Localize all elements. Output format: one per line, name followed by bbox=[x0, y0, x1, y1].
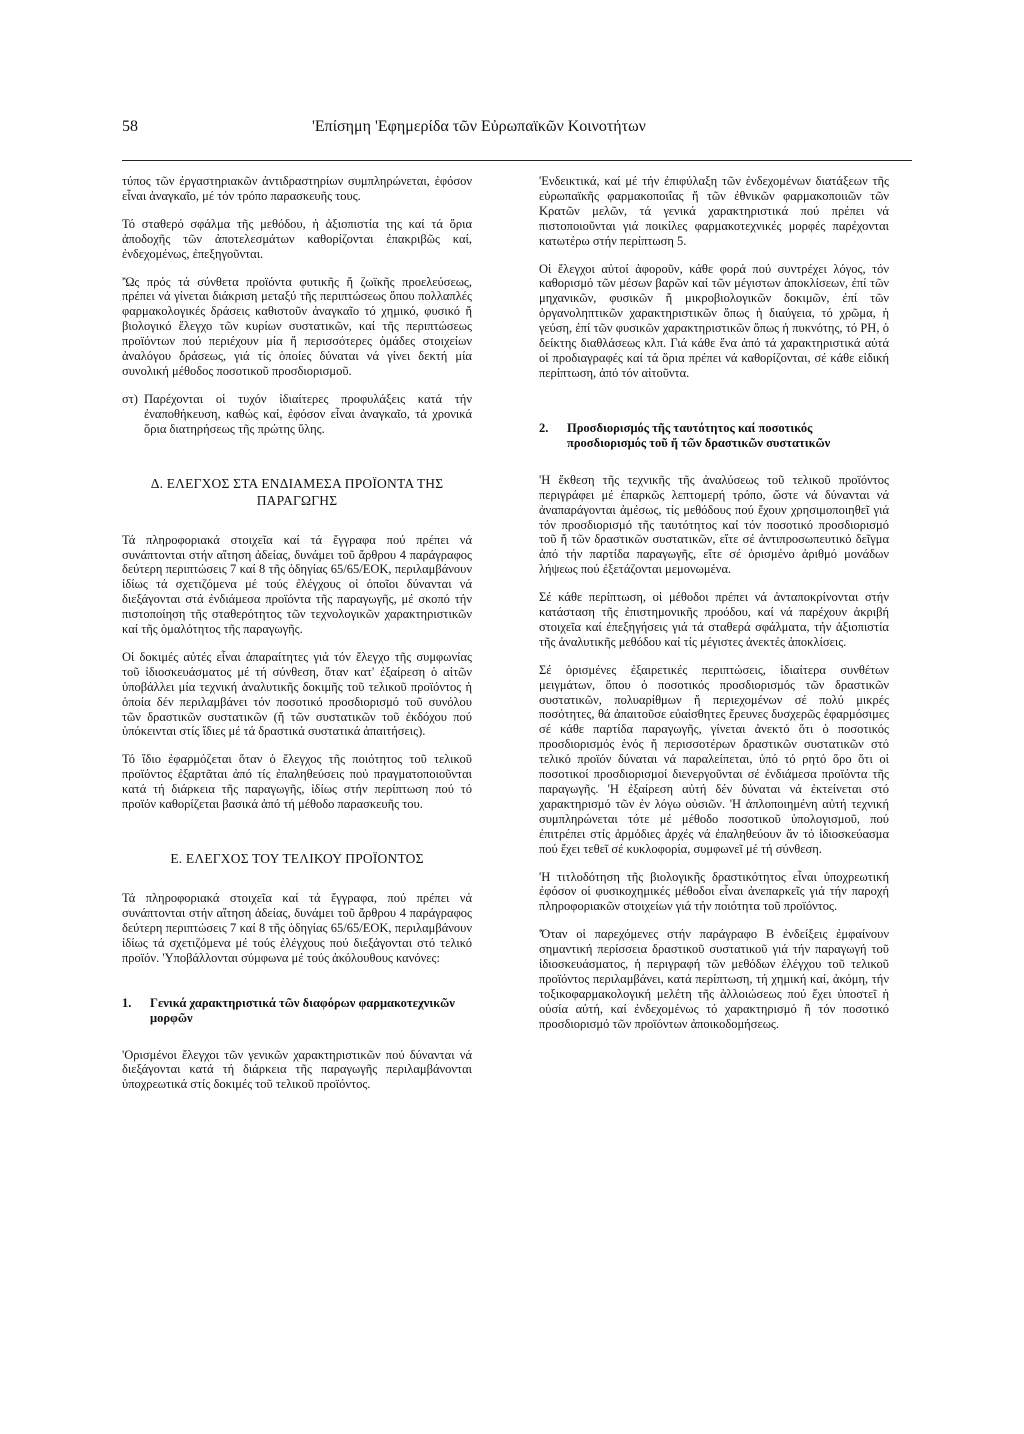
subheading-1 bbox=[122, 996, 472, 1026]
paragraph: 'Ὡς πρός τά σύνθετα προϊόντα φυτικῆς ἤ ζωϊκῆς προελεύσεως, πρέπει νά γίνεται διάκριση μεταξύ τῆς περιπτώσεως ὅπου πολλαπλές φαρμακολογικές δράσεις καθιστοῦν ἀναγκαῖο τό χημικό, φυσικό ἤ βιολογικό ἔλεγχο τῶν κυρίων συστατικῶν, καί τῆς περιπτώσεως προϊόντων πού περιέχουν μία ἤ περισσότερες ὁμάδες στοιχείων ἀναλόγου δράσεως, γιά τίς ὁποίες δύναται νά γίνει δεκτή μία συνολική μέθοδος ποσοτικοῦ προσδιορισμοῦ. bbox=[122, 274, 472, 378]
paragraph: 'Όταν οἱ παρεχόμενες στήν παράγραφο Β ἐνδείξεις ἐμφαίνουν σημαντική περίσσεια δραστικοῦ συστατικοῦ γιά τήν παραγωγή τοῦ ἰδιοσκευάσματος, ἡ περιγραφή τῶν μεθόδων ἐλέγχου τοῦ τελικοῦ προϊόντος περιλαμβάνει, κατά περίπτωση, τή χημική καί, ἀκόμη, τήν τοξικοφαρμακολογική μελέτη τῆς ἀλλοιώσεως πού ἔχει ὑποστεῖ ἡ οὐσία αὐτή, καί ἐνδεχομένως τό χαρακτηρισμό ἤ τόν ποσοτικό προσδιορισμό τῶν προϊόντων ἀποικοδομήσεως. bbox=[539, 927, 889, 1031]
subheading-2 bbox=[539, 421, 889, 451]
paragraph: Τό σταθερό σφάλμα τῆς μεθόδου, ἡ ἀξιοπιστία της καί τά ὅρια ἀποδοχῆς τῶν ἀποτελεσμάτων καθορίζονται ἐπακριβῶς καί, ἐνδεχομένως, ἐπεξηγοῦνται. bbox=[122, 216, 472, 261]
paragraph: Σέ ὁρισμένες ἐξαιρετικές περιπτώσεις, ἰδιαίτερα συνθέτων μειγμάτων, ὅπου ὁ ποσοτικός προσδιορισμός τῶν δραστικῶν συστατικῶν, πολυαρίθμων ἤ περιεχομένων σέ πολύ μικρές ποσότητες, θά ἀπαιτοῦσε εὐαίσθητες ἔρευνες δυσχερῶς ἐφαρμόσιμες σέ κάθε παρτίδα παραγωγῆς, γίνεται ἀνεκτό ὅτι ὁ ποσοτικός προσδιορισμός ἑνός ἤ περισσοτέρων δραστικῶν συστατικῶν στό τελικό προϊόν δύναται νά παραλείπεται, ὑπό τό ρητό ὅρο ὅτι οἱ ποσοτικοί προσδιορισμοί διενεργοῦνται σέ ἐνδιάμεσα προϊόντα τῆς παραγωγῆς. 'Η ἐξαίρεση αὐτή δέν δύναται νά ἐκτείνεται στό χαρακτηρισμό τῶν ἐν λόγω οὐσιῶν. 'Η ἁπλοποιημένη αὐτή τεχνική συμπληρώνεται τότε μέ μέθοδο ποσοτικοῦ ὑπολογισμοῦ, πού ἐπιτρέπει στίς ἁρμόδιες ἀρχές νά ἐπαληθεύουν ἄν τό ἰδιοσκεύασμα πού ἔχει τεθεῖ σέ κυκλοφορία, συμφωνεῖ μέ τή σύνθεση. bbox=[539, 662, 889, 856]
page-header bbox=[122, 118, 912, 142]
paragraph: 'Η τιτλοδότηση τῆς βιολογικῆς δραστικότητος εἶναι ὑποχρεωτική ἐφόσον οἱ φυσικοχημικές μέθοδοι εἶναι ἀνεπαρκεῖς γιά τήν παροχή πληροφοριακῶν στοιχείων γιά τήν ποιότητα τοῦ προϊόντος. bbox=[539, 869, 889, 914]
paragraph: Οἱ δοκιμές αὐτές εἶναι ἀπαραίτητες γιά τόν ἔλεγχο τῆς συμφωνίας τοῦ ἰδιοσκευάσματος μέ τή σύνθεση, ὅταν κατ' ἐξαίρεση ὁ αἰτῶν ὑποβάλλει μία τεχνική ἀναλυτικῆς δοκιμῆς τοῦ τελικοῦ προϊόντος ἡ ὁποία δέν περιλαμβάνει τόν ποσοτικό προσδιορισμό τοῦ συνόλου τῶν δραστικῶν συστατικῶν (ἤ τῶν συστατικῶν τοῦ ἐκδόχου πού ὑπόκεινται στίς ἴδιες μέ τά δραστικά συστατικά ἀπαιτήσεις). bbox=[122, 649, 472, 739]
paragraph: 'Ορισμένοι ἔλεγχοι τῶν γενικῶν χαρακτηριστικῶν πού δύνανται νά διεξάγονται κατά τή διάρκεια τῆς παραγωγῆς περιλαμβάνονται ὑποχρεωτικά στίς δοκιμές τοῦ τελικοῦ προϊόντος. bbox=[122, 1047, 472, 1092]
paragraph: Τά πληροφοριακά στοιχεῖα καί τά ἔγγραφα, πού πρέπει νά συνάπτονται στήν αἴτηση ἀδείας, δυνάμει τοῦ ἄρθρου 4 παράγραφος δεύτερη περιπτώσεις 7 καί 8 τῆς ὁδηγίας 65/65/ΕΟΚ, περιλαμβάνουν ἰδίως τά σχετιζόμενα μέ τούς ἐλέγχους πού διεξάγονται στό τελικό προϊόν. 'Υποβάλλονται σύμφωνα μέ τούς ἀκόλουθους κανόνες: bbox=[122, 891, 472, 965]
left-column bbox=[122, 174, 472, 1105]
paragraph: Σέ κάθε περίπτωση, οἱ μέθοδοι πρέπει νά ἀνταποκρίνονται στήν κατάσταση τῆς ἐπιστημονικῆς προόδου, καί νά παρέχουν ἀκριβή στοιχεῖα καί ἐπεξηγήσεις γιά τά σταθερά σφάλματα, τήν ἀξιοπιστία τῆς ἀναλυτικῆς μεθόδου καί τίς μέγιστες ἀνεκτές ἀποκλίσεις. bbox=[539, 590, 889, 649]
section-heading-d: Δ. ΕΛΕΓΧΟΣ ΣΤΑ ΕΝΔΙΑΜΕΣΑ ΠΡΟΪΟΝΤΑ ΤΗΣ ΠΑΡΑΓΩΓΗΣ bbox=[150, 475, 444, 508]
subheading-text: Γενικά χαρακτηριστικά τῶν διαφόρων φαρμακοτεχνικῶν μορφῶν bbox=[150, 995, 455, 1025]
subheading-number: 1. bbox=[122, 995, 132, 1010]
paragraph: Οἱ ἔλεγχοι αὐτοί ἀφοροῦν, κάθε φορά πού συντρέχει λόγος, τόν καθορισμό τῶν μέσων βαρῶν καί τῶν μέγιστων ἀποκλίσεων, ἐπί τῶν μηχανικῶν, φυσικῶν ἤ μικροβιολογικῶν δοκιμῶν, ἐπί τῶν ὀργανοληπτικῶν χαρακτηριστικῶν ὅπως ἡ διαύγεια, τό χρῶμα, ἡ γεύση, ἐπί τῶν φυσικῶν χαρακτηριστικῶν ὅπως ἡ πυκνότης, τό PH, ὁ δείκτης διαθλάσεως κλπ. Γιά κάθε ἕνα ἀπό τά χαρακτηριστικά αὐτά οἱ προδιαγραφές καί τά ὅρια πρέπει νά καθορίζονται, σέ κάθε εἰδική περίπτωση, ἀπό τόν αἰτοῦντα. bbox=[539, 261, 889, 380]
paragraph: Τό ἴδιο ἐφαρμόζεται ὅταν ὁ ἔλεγχος τῆς ποιότητος τοῦ τελικοῦ προϊόντος ἐξαρτᾶται ἀπό τίς ἐπαληθεύσεις πού πραγματοποιοῦνται κατά τή διάρκεια τῆς παραγωγῆς, ἰδίως στήν περίπτωση πού τό προϊόν καθορίζεται βασικά ἀπό τή μέθοδο παρασκευῆς του. bbox=[122, 752, 472, 812]
subheading-text: Προσδιορισμός τῆς ταυτότητος καί ποσοτικός προσδιορισμός τοῦ ἤ τῶν δραστικῶν συστατικῶν bbox=[567, 420, 831, 450]
list-item-text: Παρέχονται οἱ τυχόν ἰδιαίτερες προφυλάξεις κατά τήν ἐναποθήκευση, καθώς καί, ἐφόσον εἶναι ἀναγκαῖο, τά χρονικά ὅρια διατηρήσεως τῆς πρώτης ὕλης. bbox=[144, 391, 472, 436]
section-heading-e: Ε. ΕΛΕΓΧΟΣ ΤΟΥ ΤΕΛΙΚΟΥ ΠΡΟΪΟΝΤΟΣ bbox=[170, 851, 424, 866]
list-item-number: στ) bbox=[122, 391, 138, 406]
paragraph: 'Η ἔκθεση τῆς τεχνικῆς τῆς ἀναλύσεως τοῦ τελικοῦ προϊόντος περιγράφει μέ ἐπαρκῶς λεπτομερή τρόπο, ὥστε νά δύνανται νά ἀναπαράγονται ἀμέσως, τίς μεθόδους πού ἔχουν χρησιμοποιηθεῖ γιά τόν προσδιορισμό τῆς ταυτότητος καί τόν ποσοτικό προσδιορισμό τοῦ ἤ τῶν δραστικῶν συστατικῶν, εἴτε σέ ἀντιπροσωπευτικό δεῖγμα ἀπό τήν παρτίδα παραγωγῆς, εἴτε σέ ὁρισμένο ἀριθμό μονάδων λήψεως πού ἐξετάζονται μεμονωμένα. bbox=[539, 472, 889, 577]
header-rule bbox=[122, 160, 912, 161]
paragraph: 'Ενδεικτικά, καί μέ τήν ἐπιφύλαξη τῶν ἐνδεχομένων διατάξεων τῆς εὐρωπαϊκῆς φαρμακοποιΐας ἤ τῶν ἐθνικῶν φαρμακοποιιῶν τῶν Κρατῶν μελῶν, τά γενικά χαρακτηριστικά πού πρέπει νά πιστοποιοῦνται γιά ποικίλες φαρμακοτεχνικές μορφές παρέχονται κατωτέρω στήν περίπτωση 5. bbox=[539, 174, 889, 248]
list-item-st bbox=[122, 392, 472, 437]
journal-title: 'Επίσημη 'Εφημερίδα τῶν Εὐρωπαϊκῶν Κοινοτήτων bbox=[312, 118, 646, 135]
subheading-number: 2. bbox=[539, 420, 549, 435]
right-column bbox=[539, 174, 889, 1045]
page-number: 58 bbox=[122, 118, 138, 135]
paragraph: Τά πληροφοριακά στοιχεῖα καί τά ἔγγραφα πού πρέπει νά συνάπτονται στήν αἴτηση ἀδείας, δυνάμει τοῦ ἄρθρου 4 παράγραφος δεύτερη περιπτώσεις 7 καί 8 τῆς ὁδηγίας 65/65/ΕΟΚ, περιλαμβάνουν ἰδίως τά σχετιζόμενα μέ τούς ἐλέγχους οἱ ὁποῖοι δύνανται νά διεξάγονται στά ἐνδιάμεσα προϊόντα τῆς παραγωγῆς, μέ σκοπό τήν πιστοποίηση τῆς σταθερότητος τῶν τεχνολογικῶν χαρακτηριστικῶν καί τῆς ὁμαλότητος τῆς παραγωγῆς. bbox=[122, 532, 472, 637]
paragraph: τύπος τῶν ἐργαστηριακῶν ἀντιδραστηρίων συμπληρώνεται, ἐφόσον εἶναι ἀναγκαῖο, μέ τόν τρόπο παρασκευῆς τους. bbox=[122, 174, 472, 203]
